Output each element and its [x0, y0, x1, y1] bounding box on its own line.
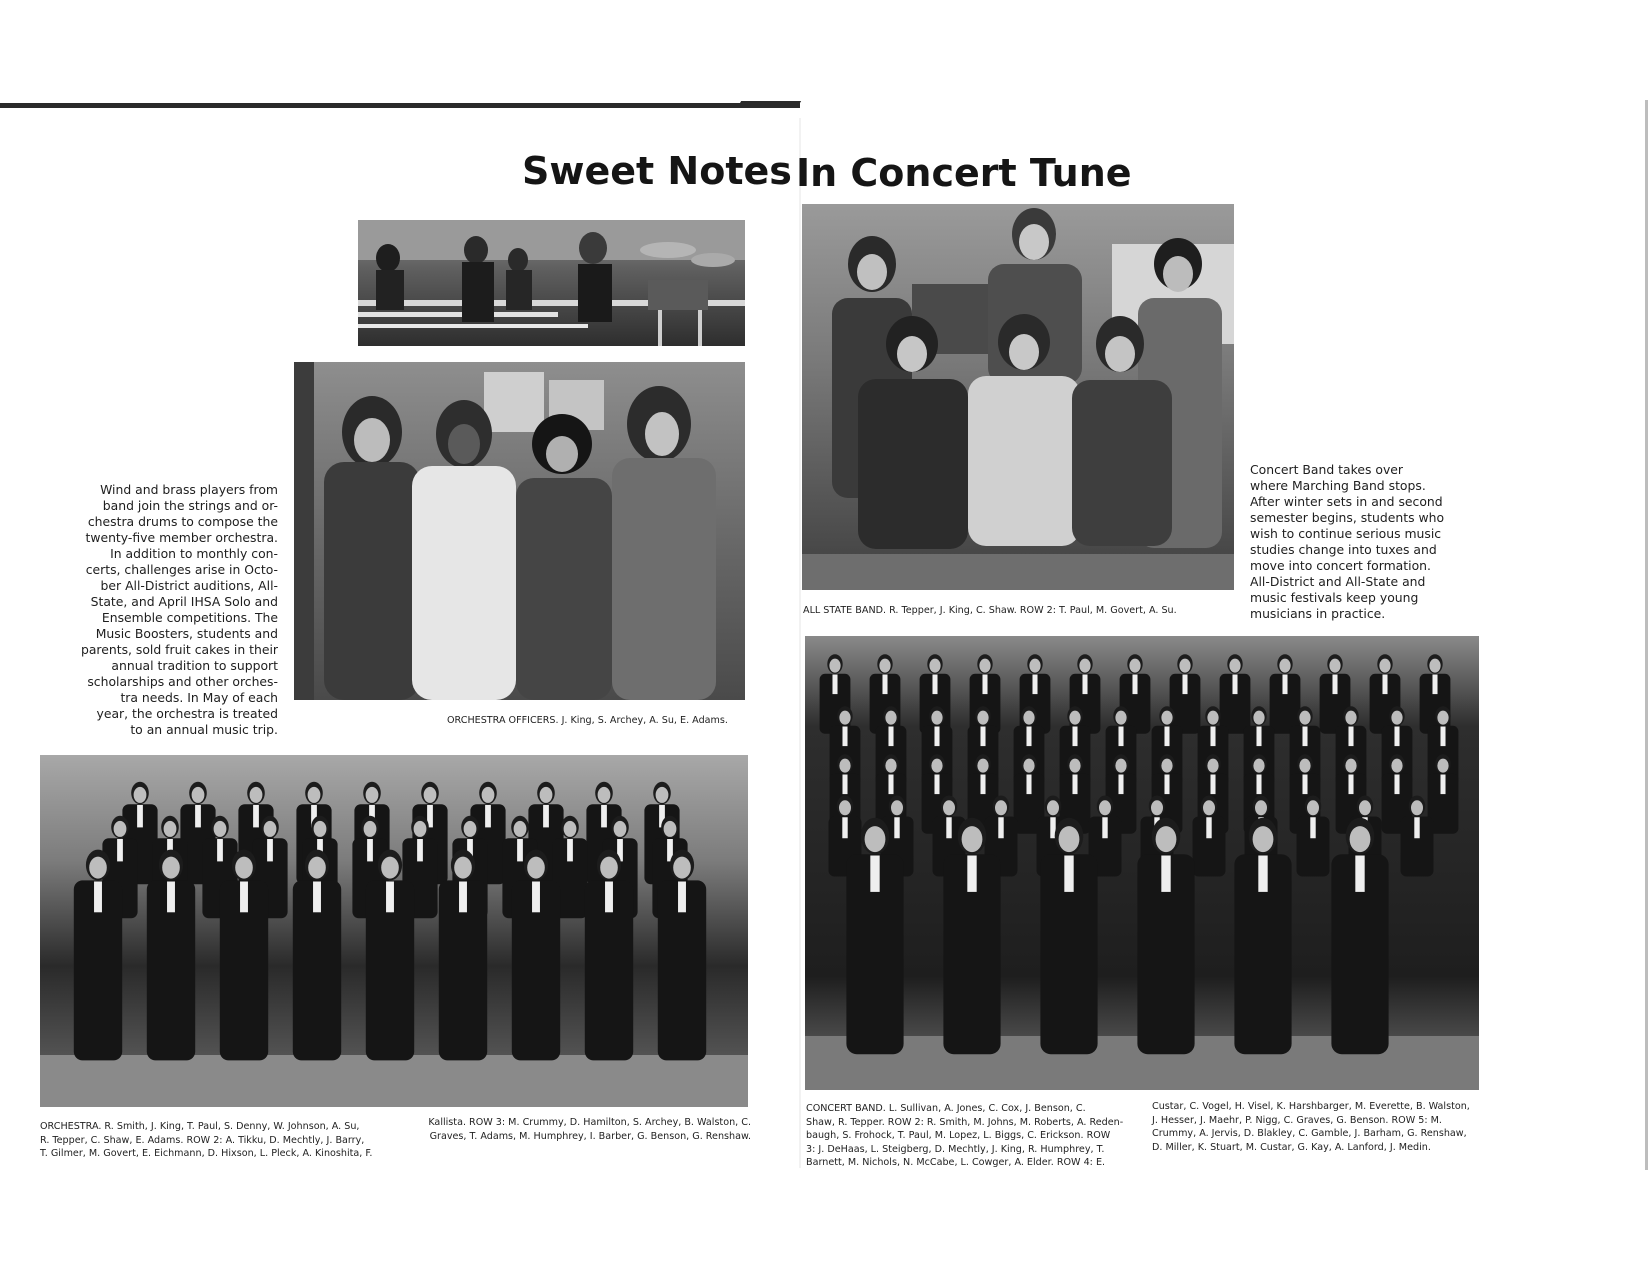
photo-figure: [1414, 817, 1419, 838]
photo-figure: [605, 882, 613, 913]
photo-figure: [1345, 711, 1356, 725]
story-line: In addition to monthly con-: [110, 546, 278, 561]
photo-figure: [882, 675, 887, 695]
page-gutter: [799, 118, 801, 1168]
story-line: State, and April IHSA Solo and: [90, 594, 278, 609]
caption-line: R. Tepper, C. Shaw, E. Adams. ROW 2: A. Tikku, D. Mechtly, J. Barry,: [40, 1134, 365, 1146]
photo-figure: [1156, 826, 1177, 852]
photo-figure: [1082, 675, 1087, 695]
photo-figure: [308, 787, 321, 803]
photo-figure: [1182, 675, 1187, 695]
caption-line: baugh, S. Frohock, T. Paul, M. Lopez, L. Biggs, C. Erickson. ROW: [806, 1130, 1111, 1141]
left-page-title: Sweet Notes: [522, 149, 792, 193]
photo-figure: [267, 839, 273, 861]
photo-figure: [885, 759, 896, 773]
orchestra-officers-caption: [447, 714, 747, 728]
photo-figure: [313, 882, 321, 913]
photo-figure: [888, 727, 893, 747]
story-line: tra needs. In May of each: [120, 690, 278, 705]
all-state-band-figures: [802, 204, 1234, 590]
photo-figure: [250, 787, 263, 803]
photo-figure: [1206, 817, 1211, 838]
photo-figure: [235, 857, 253, 879]
photo-figure: [888, 775, 893, 795]
photo-figure: [891, 800, 903, 815]
top-rule-tip: [739, 101, 801, 105]
photo-figure: [929, 659, 940, 673]
story-line: studies change into tuxes and: [1250, 542, 1437, 557]
orchestra-group-figures: [40, 755, 748, 1107]
photo-figure: [1279, 659, 1290, 673]
photo-figure: [217, 839, 223, 861]
photo-figure: [977, 759, 988, 773]
photo-figure: [424, 787, 437, 803]
photo-figure: [40, 1055, 748, 1107]
photo-figure: [1072, 775, 1077, 795]
caption-line: ALL STATE BAND. R. Tepper, J. King, C. Shaw. ROW 2: T. Paul, M. Govert, A. Su.: [803, 605, 1177, 616]
photo-figure: [1207, 759, 1218, 773]
photo-figure: [1394, 727, 1399, 747]
story-line: chestra drums to compose the: [87, 514, 278, 529]
story-line: scholarships and other orches-: [87, 674, 278, 689]
photo-figure: [364, 821, 377, 837]
concert-band-figures: [805, 636, 1479, 1090]
photo-figure: [1307, 800, 1319, 815]
photo-figure: [1032, 675, 1037, 695]
story-line: All-District and All-State and: [1250, 574, 1426, 589]
story-line: After winter sets in and second: [1250, 494, 1443, 509]
photo-figure: [1379, 659, 1390, 673]
photo-figure: [514, 821, 527, 837]
photo-figure: [678, 882, 686, 913]
concert-band-photo: [805, 636, 1479, 1090]
photo-figure: [934, 727, 939, 747]
photo-figure: [485, 805, 491, 827]
photo-figure: [94, 882, 102, 913]
photo-figure: [1253, 759, 1264, 773]
orchestra-rehearsal-photo: [358, 220, 745, 346]
photo-figure: [931, 711, 942, 725]
photo-figure: [614, 821, 627, 837]
photo-figure: [943, 800, 955, 815]
photo-figure: [367, 839, 373, 861]
photo-figure: [1355, 856, 1364, 892]
photo-figure: [381, 857, 399, 879]
photo-figure: [114, 821, 127, 837]
photo-figure: [931, 759, 942, 773]
caption-line: Graves, T. Adams, M. Humphrey, I. Barber, G. Benson, G. Renshaw.: [429, 1130, 751, 1142]
photo-figure: [1394, 775, 1399, 795]
photo-figure: [1210, 775, 1215, 795]
photo-figure: [829, 659, 840, 673]
photo-figure: [1203, 800, 1215, 815]
photo-figure: [1179, 659, 1190, 673]
photo-figure: [162, 857, 180, 879]
photo-figure: [1118, 775, 1123, 795]
photo-figure: [1299, 711, 1310, 725]
story-line: semester begins, students who: [1250, 510, 1445, 525]
story-line: music festivals keep young: [1250, 590, 1419, 605]
photo-figure: [1161, 856, 1170, 892]
photo-figure: [1329, 659, 1340, 673]
photo-figure: [932, 675, 937, 695]
photo-figure: [1255, 800, 1267, 815]
photo-figure: [264, 821, 277, 837]
photo-figure: [1437, 711, 1448, 725]
photo-figure: [414, 821, 427, 837]
top-rule: [0, 103, 800, 108]
photo-figure: [1359, 800, 1371, 815]
photo-figure: [386, 882, 394, 913]
photo-figure: [1026, 727, 1031, 747]
caption-line: ORCHESTRA OFFICERS. J. King, S. Archey, A. Su, E. Adams.: [447, 715, 728, 726]
photo-figure: [417, 839, 423, 861]
story-line: twenty-five member orchestra.: [85, 530, 278, 545]
photo-figure: [214, 821, 227, 837]
photo-figure: [137, 805, 143, 827]
story-line: wish to continue serious music: [1250, 526, 1442, 541]
photo-figure: [192, 787, 205, 803]
photo-figure: [600, 857, 618, 879]
photo-figure: [517, 839, 523, 861]
photo-figure: [459, 882, 467, 913]
photo-figure: [1429, 659, 1440, 673]
caption-line: Crummy, A. Jervis, D. Blakley, C. Gamble, J. Barham, G. Renshaw,: [1152, 1128, 1467, 1139]
orchestra-caption-col1: [40, 1120, 390, 1161]
photo-figure: [894, 817, 899, 838]
photo-figure: [998, 817, 1003, 838]
story-line: Concert Band takes over: [1250, 462, 1403, 477]
photo-figure: [308, 857, 326, 879]
caption-line: Barnett, M. Nichols, N. McCabe, L. Cowger, A. Elder. ROW 4: E.: [806, 1157, 1106, 1168]
photo-figure: [527, 857, 545, 879]
photo-figure: [1310, 817, 1315, 838]
photo-figure: [1026, 775, 1031, 795]
photo-figure: [1161, 711, 1172, 725]
photo-figure: [1115, 711, 1126, 725]
orchestra-officers-photo: [294, 362, 745, 700]
photo-figure: [1059, 826, 1080, 852]
photo-figure: [995, 800, 1007, 815]
photo-figure: [839, 800, 851, 815]
story-line: to an annual music trip.: [130, 722, 278, 737]
photo-figure: [1099, 800, 1111, 815]
caption-line: Custar, C. Vogel, H. Visel, K. Harshbarger, M. Everette, B. Walston,: [1152, 1101, 1470, 1112]
photo-figure: [167, 882, 175, 913]
photo-figure: [540, 787, 553, 803]
photo-figure: [879, 659, 890, 673]
caption-line: Kallista. ROW 3: M. Crummy, D. Hamilton, S. Archey, B. Walston, C.: [428, 1117, 751, 1128]
photo-figure: [1029, 659, 1040, 673]
photo-figure: [979, 659, 990, 673]
photo-figure: [1350, 826, 1371, 852]
photo-figure: [980, 727, 985, 747]
photo-figure: [982, 675, 987, 695]
photo-figure: [885, 711, 896, 725]
photo-figure: [543, 805, 549, 827]
photo-figure: [240, 882, 248, 913]
photo-figure: [314, 821, 327, 837]
photo-figure: [1069, 711, 1080, 725]
photo-figure: [1069, 759, 1080, 773]
photo-figure: [842, 775, 847, 795]
photo-figure: [1151, 800, 1163, 815]
photo-figure: [1229, 659, 1240, 673]
photo-figure: [656, 787, 669, 803]
page-edge: [1645, 100, 1648, 1170]
photo-figure: [842, 817, 847, 838]
photo-figure: [532, 882, 540, 913]
photo-figure: [117, 839, 123, 861]
photo-figure: [1023, 711, 1034, 725]
photo-figure: [1391, 759, 1402, 773]
photo-figure: [962, 826, 983, 852]
photo-figure: [601, 805, 607, 827]
all-state-band-caption: [803, 604, 1233, 618]
story-line: certs, challenges arise in Octo-: [85, 562, 278, 577]
photo-figure: [1302, 775, 1307, 795]
photo-figure: [1118, 727, 1123, 747]
photo-figure: [1348, 775, 1353, 795]
photo-figure: [977, 711, 988, 725]
caption-line: ORCHESTRA. R. Smith, J. King, T. Paul, S. Denny, W. Johnson, A. Su,: [40, 1121, 360, 1132]
photo-figure: [1207, 711, 1218, 725]
photo-figure: [1345, 759, 1356, 773]
story-line: where Marching Band stops.: [1250, 478, 1426, 493]
photo-figure: [1256, 775, 1261, 795]
photo-figure: [842, 727, 847, 747]
photo-figure: [1047, 800, 1059, 815]
photo-figure: [832, 675, 837, 695]
photo-figure: [934, 775, 939, 795]
photo-figure: [253, 805, 259, 827]
photo-figure: [1282, 675, 1287, 695]
story-line: parents, sold fruit cakes in their: [80, 642, 278, 657]
story-line: move into concert formation.: [1250, 558, 1431, 573]
photo-figure: [1161, 759, 1172, 773]
caption-line: D. Miller, K. Stuart, M. Custar, G. Kay, A. Lanford, J. Medin.: [1152, 1141, 1431, 1153]
orchestra-caption-col2: [406, 1116, 751, 1143]
caption-line: Shaw, R. Tepper. ROW 2: R. Smith, M. Johns, M. Roberts, A. Reden-: [806, 1116, 1124, 1128]
photo-figure: [1256, 727, 1261, 747]
photo-figure: [1115, 759, 1126, 773]
photo-figure: [1440, 775, 1445, 795]
photo-figure: [482, 787, 495, 803]
photo-figure: [1023, 759, 1034, 773]
photo-figure: [1332, 675, 1337, 695]
photo-figure: [870, 856, 879, 892]
photo-figure: [366, 787, 379, 803]
story-line: year, the orchestra is treated: [96, 706, 278, 721]
photo-figure: [946, 817, 951, 838]
photo-figure: [1437, 759, 1448, 773]
photo-figure: [1382, 675, 1387, 695]
concert-band-story: [1250, 462, 1480, 622]
photo-figure: [195, 805, 201, 827]
concert-band-caption-col2: [1152, 1100, 1492, 1154]
story-line: musicians in practice.: [1250, 606, 1386, 621]
photo-figure: [564, 821, 577, 837]
story-line: ber All-District auditions, All-: [100, 578, 278, 593]
photo-figure: [1440, 727, 1445, 747]
orchestra-story: [40, 482, 278, 738]
story-line: Wind and brass players from: [100, 482, 278, 497]
photo-figure: [454, 857, 472, 879]
photo-figure: [839, 759, 850, 773]
photo-figure: [1299, 759, 1310, 773]
photo-figure: [1411, 800, 1423, 815]
photo-figure: [1132, 675, 1137, 695]
photo-figure: [1253, 711, 1264, 725]
photo-figure: [164, 821, 177, 837]
photo-figure: [1348, 727, 1353, 747]
photo-figure: [839, 711, 850, 725]
photo-figure: [1232, 675, 1237, 695]
orchestra-rehearsal-figures: [358, 220, 745, 346]
story-line: annual tradition to support: [111, 658, 278, 673]
photo-figure: [464, 821, 477, 837]
story-line: Music Boosters, students and: [95, 626, 278, 641]
caption-line: T. Gilmer, M. Govert, E. Eichmann, D. Hixson, L. Pleck, A. Kinoshita, F.: [40, 1148, 373, 1159]
all-state-band-photo: [802, 204, 1234, 590]
photo-figure: [673, 857, 691, 879]
orchestra-officers-figures: [294, 362, 745, 700]
photo-figure: [1072, 727, 1077, 747]
photo-figure: [89, 857, 107, 879]
photo-figure: [1253, 826, 1274, 852]
photo-figure: [1302, 727, 1307, 747]
photo-figure: [1258, 856, 1267, 892]
photo-figure: [664, 821, 677, 837]
story-line: Ensemble competitions. The: [101, 610, 278, 625]
photo-figure: [980, 775, 985, 795]
caption-line: J. Hesser, J. Maehr, P. Nigg, C. Graves, G. Benson. ROW 5: M.: [1152, 1114, 1442, 1126]
photo-figure: [865, 826, 886, 852]
story-line: band join the strings and or-: [102, 498, 278, 513]
concert-band-caption-col1: [806, 1102, 1146, 1168]
photo-figure: [1129, 659, 1140, 673]
photo-figure: [967, 856, 976, 892]
photo-figure: [1064, 856, 1073, 892]
caption-line: 3: J. DeHaas, L. Steigberg, D. Mechtly, J. King, R. Humphrey, T.: [806, 1143, 1105, 1155]
photo-figure: [1164, 727, 1169, 747]
photo-figure: [1079, 659, 1090, 673]
photo-figure: [1210, 727, 1215, 747]
photo-figure: [567, 839, 573, 861]
right-page-title: In Concert Tune: [796, 151, 1132, 195]
orchestra-group-photo: [40, 755, 748, 1107]
photo-figure: [598, 787, 611, 803]
photo-figure: [1432, 675, 1437, 695]
photo-figure: [1102, 817, 1107, 838]
photo-figure: [1391, 711, 1402, 725]
photo-figure: [134, 787, 147, 803]
caption-line: CONCERT BAND. L. Sullivan, A. Jones, C. Cox, J. Benson, C.: [806, 1103, 1086, 1114]
photo-figure: [1164, 775, 1169, 795]
